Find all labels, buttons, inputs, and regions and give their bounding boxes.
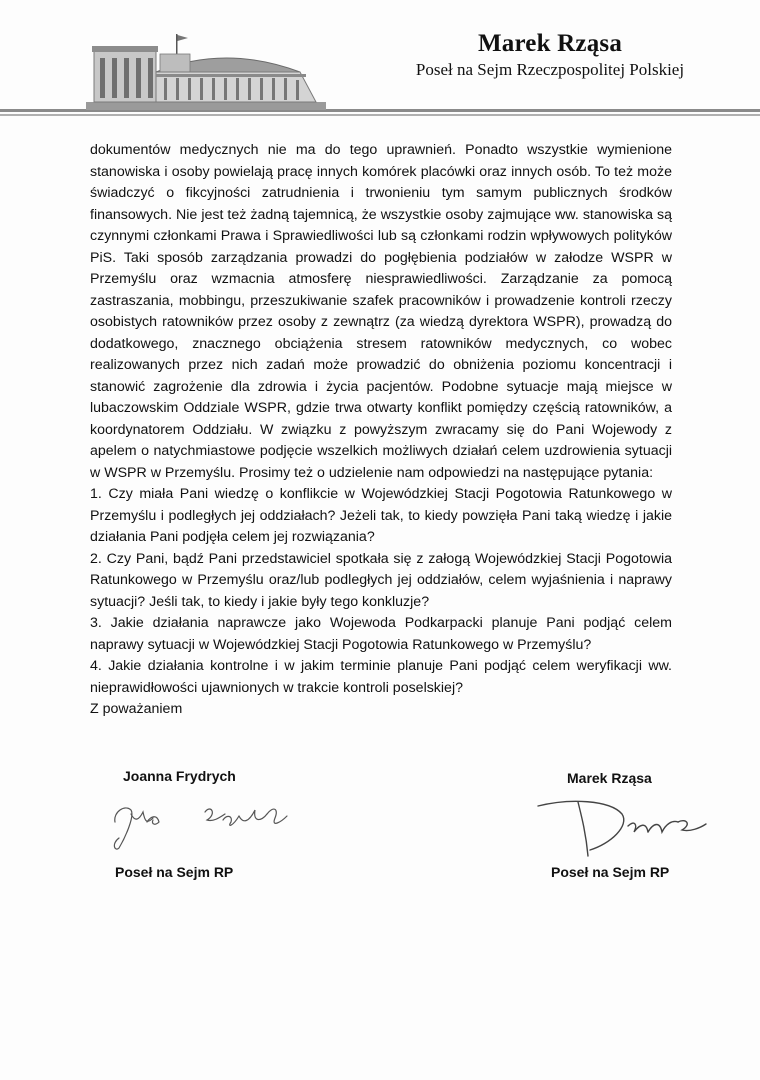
main-paragraph: dokumentów medycznych nie ma do tego uprawnień. Ponadto wszystkie wymienione stanowiska i osoby powielają pracę innych komórek placówki oraz innych osób. To też może świadczyć o fikcyjności zatrudnienia i trwonieniu tym samym publicznych środków finansowych. Nie jest też żadną tajemnicą, że wszystkie osoby zajmujące ww. stanowiska są czynnymi członkami Prawa i Sprawiedliwości lub są członkami rodzin wpływowych polityków PiS. Taki sposób zarządzania prowadzi do pogłębienia podziałów w załodze WSPR w Przemyślu oraz wzmacnia atmosferę niesprawiedliwości. Zarządzanie za pomocą zastraszania, mobbingu, przeszukiwanie szafek pracowników i prowadzenie kontroli rzeczy osobistych ratowników przez osoby z zewnątrz (za wiedzą dyrektora WSPR), prowadzą do dodatkowego, znacznego obciążenia stresem ratowników medycznych, co wobec realizowanych przez nich zadań może prowadzić do obniżenia poziomu koncentracji i stanowić zagrożenie dla zdrowia i życia pacjentów. Podobne sytuacje mają miejsce w lubaczowskim Oddziale WSPR, gdzie trwa otwarty konflikt pomiędzy częścią ratowników, a koordynatorem Oddziału. W związku z powyższym zwracamy się do Pani Wojewody z apelem o natychmiastowe podjęcie wszelkich możliwych działań celem uzdrowienia sytuacji w WSPR w Przemyślu. Prosimy też o udzielenie nam odpowiedzi na następujące pytania:	[90, 142, 672, 481]
right-handwritten-signature	[530, 792, 720, 862]
question-3: 3. Jakie działania naprawcze jako Wojewoda Podkarpacki planuje Pani podjąć celem naprawy sytuacji w Wojewódzkiej Stacji Pogotowia Ratunkowego w Przemyślu?	[90, 615, 672, 653]
left-handwritten-signature	[95, 792, 305, 854]
question-1: 1. Czy miała Pani wiedzę o konflikcie w Wojewódzkiej Stacji Pogotowia Ratunkowego w Przemyślu i podległych jej oddziałach? Jeżeli tak, to kiedy powzięła Pani taką wiedzę i jakie działania Pani podjęła celem jej rozwiązania?	[90, 486, 672, 545]
right-signatory-name: Marek Rząsa	[567, 770, 652, 786]
left-signatory-name: Joanna Frydrych	[123, 768, 236, 784]
header-role: Poseł na Sejm Rzeczpospolitej Polskiej	[415, 60, 685, 79]
closing-text: Z poważaniem	[90, 701, 183, 717]
header-name: Marek Rząsa	[477, 30, 623, 57]
left-signatory-role: Poseł na Sejm RP	[115, 864, 234, 880]
question-2: 2. Czy Pani, bądź Pani przedstawiciel spotkała się z załogą Wojewódzkiej Stacji Pogotowia Ratunkowego w Przemyślu oraz/lub podległych jej oddziałów, celem wyjaśnienia i naprawy sytuacji? Jeśli tak, to kiedy i jakie były tego konkluzje?	[90, 550, 672, 610]
right-signatory-role: Poseł na Sejm RP	[551, 864, 670, 880]
question-4: 4. Jakie działania kontrolne i w jakim terminie planuje Pani podjąć celem weryfikacji ww. nieprawidłowości ujawnionych w trakcie kontroli poselskiej?	[90, 658, 672, 696]
letter-body	[90, 140, 672, 721]
